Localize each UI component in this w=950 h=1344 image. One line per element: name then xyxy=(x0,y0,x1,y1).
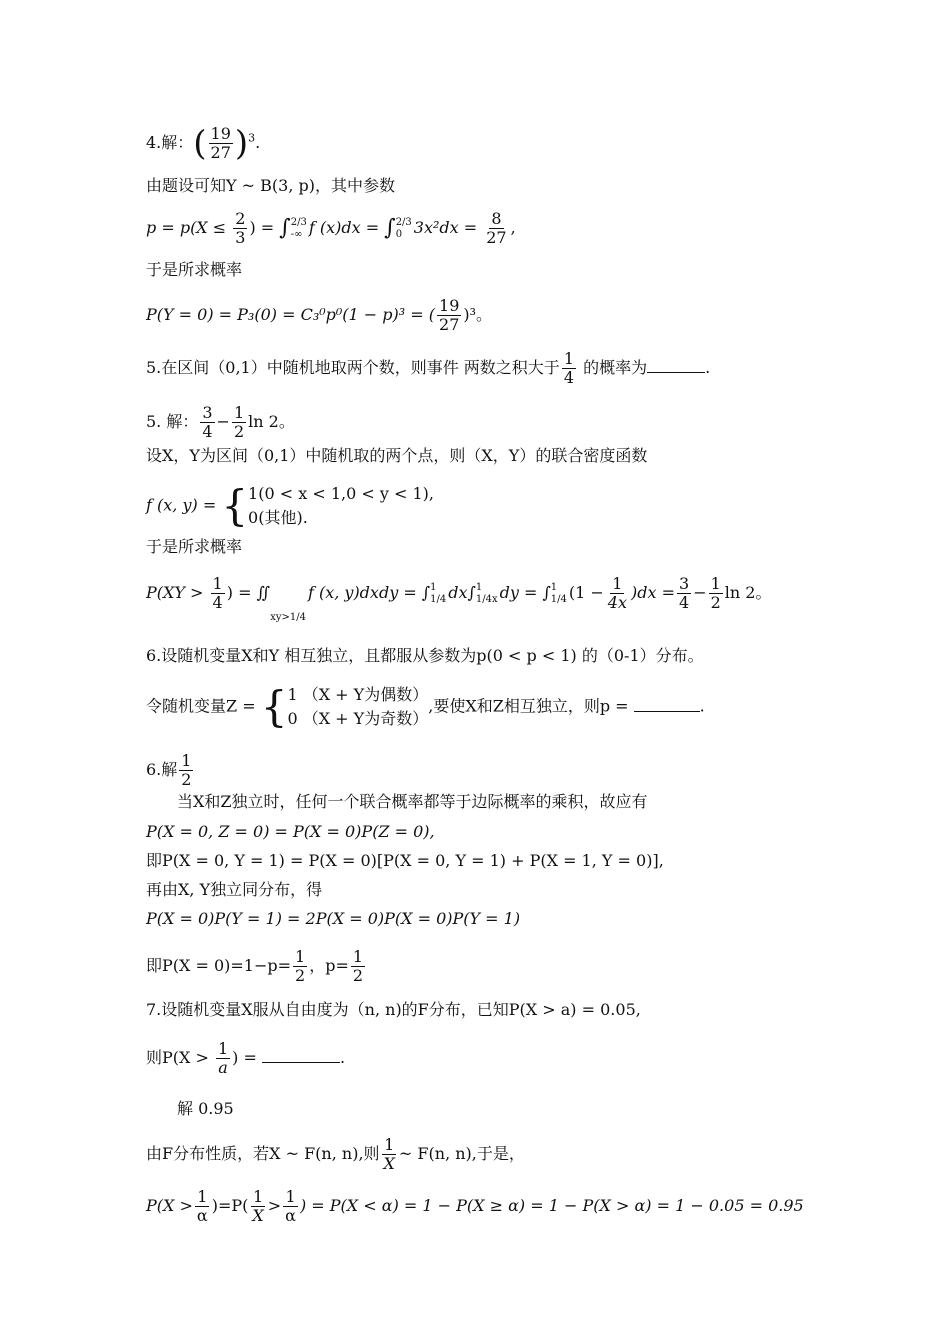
q6-question-line1: 6.设随机变量X和Y 相互独立，且都服从参数为p(0 < p < 1) 的（0-1）分布。 xyxy=(146,646,704,665)
q7-question-line1: 7.设随机变量X服从自由度为（n, n)的F分布，已知P(X > a) = 0.05, xyxy=(146,1000,641,1019)
q4-line1: 由题设可知Y ~ B(3, p)，其中参数 xyxy=(146,176,395,195)
q5-answer: 5. 解： $\frac{3}{4}$ − $\frac{1}{2}$ ln 2。 xyxy=(146,403,295,441)
q6-line3: 即P(X = 0, Y = 1) = P(X = 0)[P(X = 0, Y = 1) + P(X = 1, Y = 0)], xyxy=(146,851,664,870)
q6-answer: 6.解 $\frac{1}{2}$ xyxy=(146,751,192,789)
answer-blank xyxy=(647,358,705,373)
q4-p-formula: p = p(X ≤ $\frac{2}{3}$ ) = ∫ 2/3 -∞ f (x)dx = ∫ 2/3 0 3x²dx = $\frac{8}{27}$ , xyxy=(146,209,516,247)
q7-question-line2: 则P(X > $\frac{1}{a}$ ) = . xyxy=(146,1039,346,1077)
q6-line4: 再由X, Y独立同分布，得 xyxy=(146,880,323,899)
q7-line2: P(X > $\frac{1}{\alpha}$ )=P( $\frac{1}{X}$ > $\frac{1}{\alpha}$ ) = P(X < α) = 1 − P(X ≥ α) = 1 − P(X > α) = 1 − 0.05 = 0.95 xyxy=(146,1187,804,1225)
q5-question: 5.在区间（0,1）中随机地取两个数，则事件 两数之积大于 $\frac{1}{4}$ 的概率为 . xyxy=(146,349,711,387)
answer-blank xyxy=(262,1048,340,1063)
answer-blank xyxy=(634,697,700,712)
q6-line1: 当X和Z独立时，任何一个联合概率都等于边际概率的乘积，故应有 xyxy=(177,792,648,811)
q4-prob-formula: P(Y = 0) = P₃(0) = C₃⁰p⁰(1 − p)³ = ( $\frac{19}{27}$ )³。 xyxy=(146,296,493,334)
q5-calculation: P(XY > $\frac{1}{4}$ ) = ∬ xy>1/4 f (x, y)dxdy = ∫ 1 1/4 dx∫ 1 1/4x dy = ∫ 1 1/4 (1 − $\frac{1}{4x}$ )dx = $\frac{3}{4}$ − $\frac{1}{2}$ ln 2。 xyxy=(146,574,772,623)
q7-answer: 解 0.95 xyxy=(177,1099,234,1118)
q4-answer: 4.解：( $\frac{19}{27}$ )$^3$. xyxy=(146,123,261,164)
q6-line6: 即P(X = 0)=1−p= $\frac{1}{2}$ ，p= $\frac{1}{2}$ xyxy=(146,947,364,985)
q5-line1: 设X，Y为区间（0,1）中随机取的两个点，则（X，Y）的联合密度函数 xyxy=(146,446,648,465)
q6-question-line2: 令随机变量Z = { 1 （X + Y为偶数） 0 （X + Y为奇数） ,要使X和Z相互独立，则p = . xyxy=(146,682,705,731)
q4-line3: 于是所求概率 xyxy=(146,260,243,279)
q5-line3: 于是所求概率 xyxy=(146,537,243,556)
q6-line2: P(X = 0, Z = 0) = P(X = 0)P(Z = 0), xyxy=(146,822,435,841)
q7-line1: 由F分布性质，若X ~ F(n, n),则 $\frac{1}{X}$ ~ F(n, n),于是， xyxy=(146,1135,525,1173)
q6-line5: P(X = 0)P(Y = 1) = 2P(X = 0)P(X = 0)P(Y = 1) xyxy=(146,909,521,928)
q4-answer-fraction: $\frac{19}{27}$ xyxy=(210,124,231,162)
q5-density-function: f (x, y) = { 1(0 < x < 1,0 < y < 1), 0(其他). xyxy=(146,481,434,530)
